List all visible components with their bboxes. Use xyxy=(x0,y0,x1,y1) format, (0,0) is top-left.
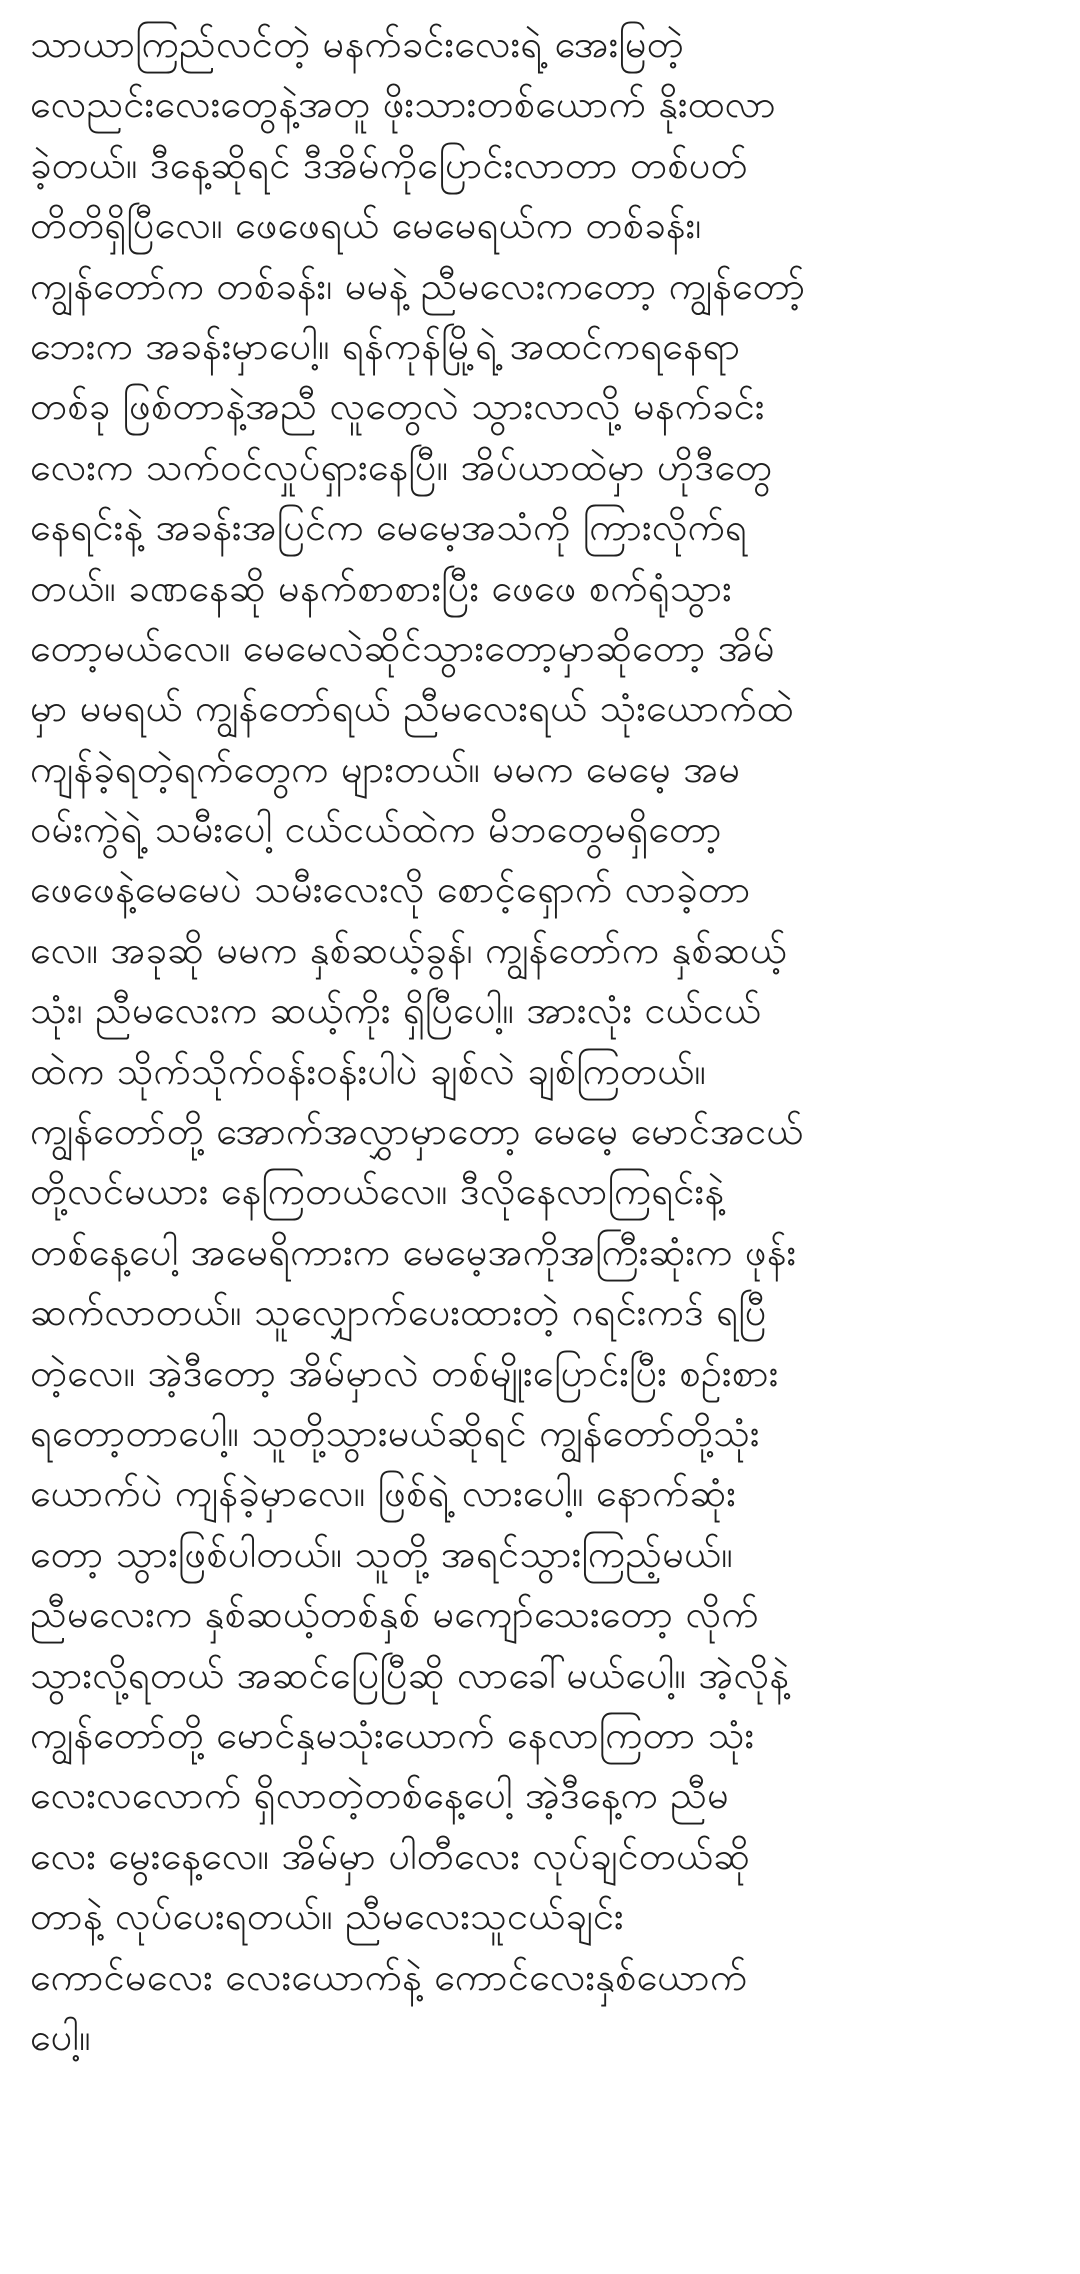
text-line: တစ်နေ့ပေါ့ အမေရိကားက မေမေ့အကိုအကြီးဆုံးက ဖုန်း xyxy=(30,1229,797,1274)
text-line: ရတော့တာပေါ့။ သူတို့သွားမယ်ဆိုရင် ကျွန်တော်တို့သုံး xyxy=(30,1410,760,1455)
text-line: ဆက်လာတယ်။ သူလျှောက်ပေးထားတဲ့ ဂရင်းကဒ် ရပြီ xyxy=(30,1290,767,1335)
text-line: ကောင်မလေး လေးယောက်နဲ့ ကောင်လေးနှစ်ယောက် xyxy=(30,1954,748,1999)
text-line: ကျွန်တော်တို့ အောက်အလွှာမှာတော့ မေမေ့ မောင်အငယ် xyxy=(30,1109,804,1154)
text-line: ပေါ့။ xyxy=(30,2014,91,2059)
text-line: ဖေဖေနဲ့မေမေပဲ သမီးလေးလို စောင့်ရှောက် လာခဲ့တာ xyxy=(30,867,751,912)
text-line: လေး မွေးနေ့လေ။ အိမ်မှာ ပါတီလေး လုပ်ချင်တယ်ဆို xyxy=(30,1833,751,1878)
text-line: တို့လင်မယား နေကြတယ်လေ။ ဒီလိုနေလာကြရင်းနဲ့ xyxy=(30,1169,725,1214)
text-line: ကျန်ခဲ့ရတဲ့ရက်တွေက များတယ်။ မမက မေမေ့ အမ xyxy=(30,746,741,791)
text-line: ကျွန်တော်တို့ မောင်နှမသုံးယောက် နေလာကြတာ သုံး xyxy=(30,1712,755,1757)
text-line: သွားလို့ရတယ် အဆင်ပြေပြီဆို လာခေါ်မယ်ပေါ့။ အဲ့လိုနဲ့ xyxy=(30,1652,790,1697)
text-line: သာယာကြည်လင်တဲ့ မနက်ခင်းလေးရဲ့ အေးမြတဲ့ xyxy=(30,22,684,66)
text-line: တိတိရှိပြီလေ။ ဖေဖေရယ် မေမေရယ်က တစ်ခန်း၊ xyxy=(30,203,702,248)
text-line: တော့မယ်လေ။ မေမေလဲဆိုင်သွားတော့မှာဆိုတော့ အိမ် xyxy=(30,625,775,670)
text-line: တယ်။ ခဏနေဆို မနက်စာစားပြီး ဖေဖေ စက်ရုံသွား xyxy=(30,565,732,610)
text-line: တာနဲ့ လုပ်ပေးရတယ်။ ညီမလေးသူငယ်ချင်း xyxy=(30,1894,624,1939)
text-line: နေရင်းနဲ့ အခန်းအပြင်က မေမေ့အသံကို ကြားလိုက်ရ xyxy=(30,505,748,550)
text-line: ညီမလေးက နှစ်ဆယ့်တစ်နှစ် မကျော်သေးတော့ လိုက် xyxy=(30,1592,759,1637)
text-line: ဝမ်းကွဲရဲ့ သမီးပေါ့ ငယ်ငယ်ထဲက မိဘတွေမရှိတော့ xyxy=(30,807,722,852)
text-line: သုံး၊ ညီမလေးက ဆယ့်ကိုး ရှိပြီပေါ့။ အားလုံး ငယ်ငယ် xyxy=(30,988,762,1033)
text-line: လေညင်းလေးတွေနဲ့အတူ ဖိုးသားတစ်ယောက် နိုးထလာ xyxy=(30,82,777,127)
text-line: လေးလလောက် ရှိလာတဲ့တစ်နေ့ပေါ့ အဲ့ဒီနေ့က ညီမ xyxy=(30,1773,730,1818)
text-line: လေးက သက်ဝင်လှုပ်ရှားနေပြီ။ အိပ်ယာထဲမှာ ဟိုဒီတွေ xyxy=(30,444,773,489)
story-text xyxy=(30,14,1060,2067)
text-line: တဲ့လေ။ အဲ့ဒီတော့ အိမ်မှာလဲ တစ်မျိုးပြောင်းပြီး စဉ်းစား xyxy=(30,1350,779,1395)
text-line: မှာ မမရယ် ကျွန်တော်ရယ် ညီမလေးရယ် သုံးယောက်ထဲ xyxy=(30,686,794,731)
text-line: တစ်ခု ဖြစ်တာနဲ့အညီ လူတွေလဲ သွားလာလို့ မနက်ခင်း xyxy=(30,384,765,429)
text-line: ထဲက သိုက်သိုက်ဝန်းဝန်းပါပဲ ချစ်လဲ ချစ်ကြတယ်။ xyxy=(30,1048,707,1093)
text-line: ခဲ့တယ်။ ဒီနေ့ဆိုရင် ဒီအိမ်ကိုပြောင်းလာတာ တစ်ပတ် xyxy=(30,142,748,187)
text-line: လေ။ အခုဆို မမက နှစ်ဆယ့်ခွန်၊ ကျွန်တော်က နှစ်ဆယ့် xyxy=(30,927,787,972)
text-line: ကျွန်တော်က တစ်ခန်း၊ မမနဲ့ ညီမလေးကတော့ ကျွန်တော့် xyxy=(30,263,806,308)
text-line: ဘေးက အခန်းမှာပေါ့။ ရန်ကုန်မြို့ရဲ့ အထင်ကရနေရာ xyxy=(30,323,741,368)
text-line: ယောက်ပဲ ကျန်ခဲ့မှာလေ။ ဖြစ်ရဲ့ လားပေါ့။ နောက်ဆုံး xyxy=(30,1471,737,1516)
text-line: တော့ သွားဖြစ်ပါတယ်။ သူတို့ အရင်သွားကြည့်မယ်။ xyxy=(30,1531,733,1576)
